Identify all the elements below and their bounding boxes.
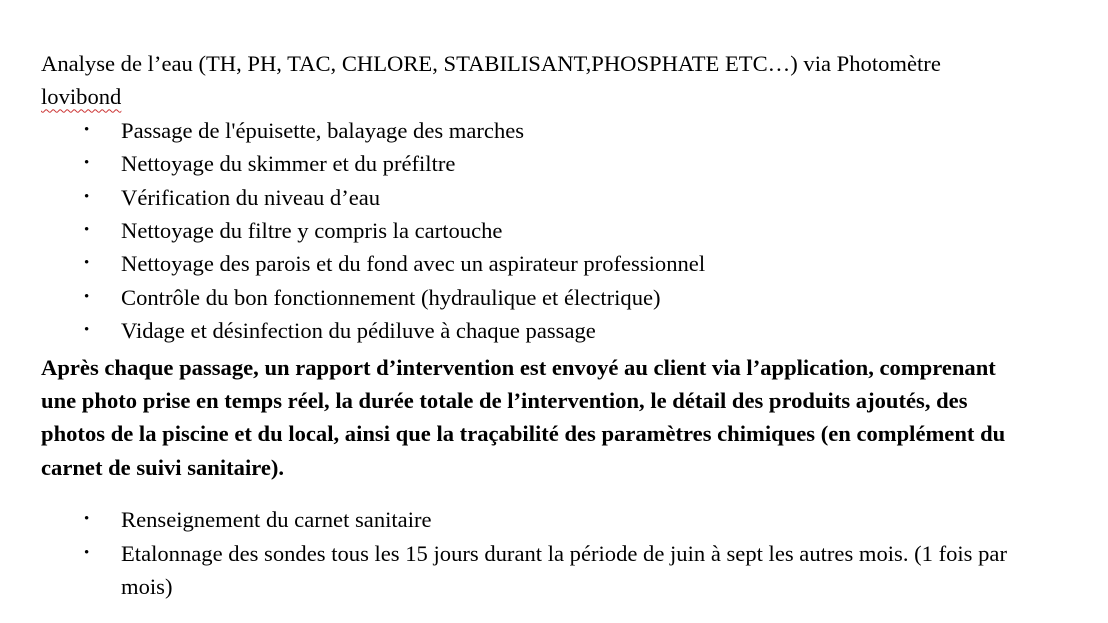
bullet-icon: • — [84, 255, 90, 272]
list-item — [41, 314, 1011, 347]
list-item-text: Vérification du niveau d’eau — [121, 184, 381, 210]
list-item — [41, 181, 1011, 214]
list-item — [41, 247, 1011, 280]
list-item-text: Vidage et désinfection du pédiluve à chaque passage — [121, 318, 596, 344]
list-item — [41, 114, 1011, 147]
bullet-icon: • — [84, 288, 90, 305]
list-item — [41, 214, 1011, 247]
list-item-text: Passage de l'épuisette, balayage des marches — [121, 117, 525, 143]
list-item-text: Nettoyage du skimmer et du préfiltre — [121, 151, 456, 177]
list-item-text: Etalonnage des sondes tous les 15 jours durant la période de juin à sept les autres mois. (1 fois par mois) — [121, 540, 1007, 600]
list-item-text: Renseignement du carnet sanitaire — [121, 507, 432, 533]
bullet-icon: • — [84, 121, 90, 138]
bullet-icon: • — [84, 544, 90, 561]
intro-text: Analyse de l’eau (TH, PH, TAC, CHLORE, STABILISANT,PHOSPHATE ETC…) via Photomètre — [41, 51, 941, 76]
intro-paragraph — [41, 47, 1011, 114]
bullet-icon: • — [84, 222, 90, 239]
list-item-text: Contrôle du bon fonctionnement (hydraulique et électrique) — [121, 284, 661, 310]
list-item-text: Nettoyage du filtre y compris la cartouche — [121, 218, 503, 244]
report-paragraph: Après chaque passage, un rapport d’intervention est envoyé au client via l’application, comprenant une photo prise en temps réel, la durée totale de l’intervention, le détail des produits ajoutés, des photos de la piscine et du local, ainsi que la traçabilité des paramètres chimiques (en complément du carnet de suivi sanitaire). — [41, 354, 1006, 480]
bullet-icon: • — [84, 155, 90, 172]
bullet-icon: • — [84, 188, 90, 205]
task-list — [41, 114, 1011, 348]
bullet-icon: • — [84, 322, 90, 339]
list-item — [41, 503, 1011, 536]
bullet-icon: • — [84, 511, 90, 528]
secondary-list — [41, 503, 1011, 603]
misspelled-word-lovibond: lovibond — [41, 84, 122, 110]
list-item-text: Nettoyage des parois et du fond avec un aspirateur professionnel — [121, 251, 706, 277]
list-item — [41, 537, 1011, 604]
list-item — [41, 281, 1011, 314]
list-item — [41, 147, 1011, 180]
